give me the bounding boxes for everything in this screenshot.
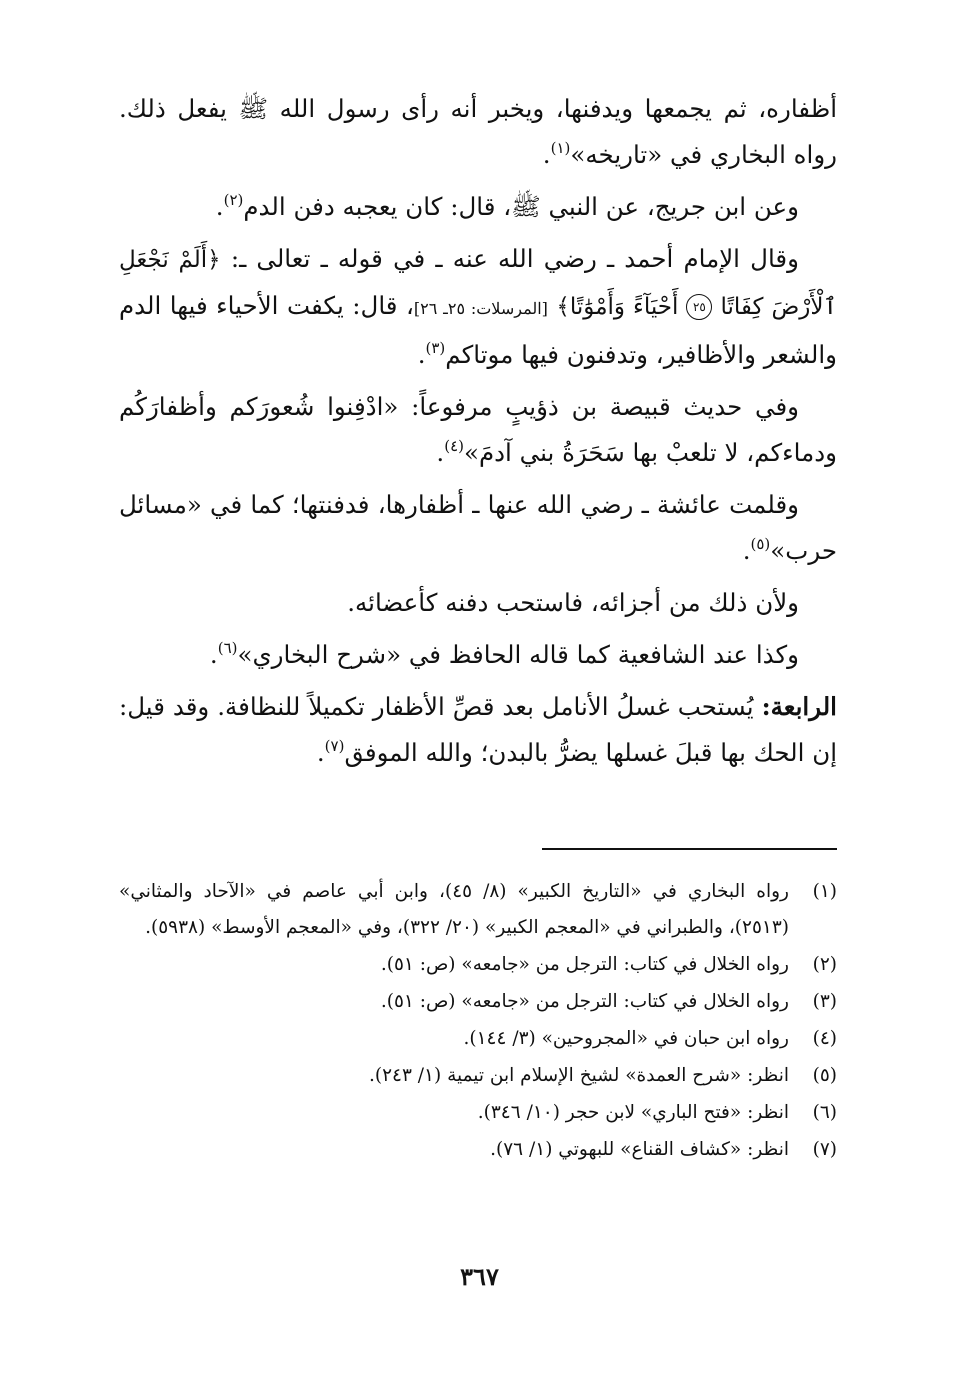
footnote-ref-2[interactable]: (٢): [223, 191, 244, 209]
footnote-number: (٢): [812, 954, 837, 975]
paragraph-1: أظفاره، ثم يجمعها ويدفنها، ويخبر أنه رأى رسول الله ﷺ يفعل ذلك. رواه البخاري في «تاريخه»$^{(١)}$.: [119, 94, 837, 169]
footnote-item: [119, 1095, 837, 1131]
quran-verse: ﴿أَلَمْ نَجْعَلِ ٱلْأَرْضَ كِفَاتًا ٢٥ أَحْيَآءً وَأَمْوَٰتًا﴾: [119, 247, 838, 320]
footnote-ref-3[interactable]: (٣): [425, 339, 446, 357]
footnote-item: [119, 1021, 837, 1057]
paragraph-2: وعن ابن جريج، عن النبي ﷺ، قال: كان يعجبه دفن الدم$^{(٢)}$.: [215, 191, 799, 221]
footnote-number: (٧): [812, 1139, 837, 1160]
paragraph-6: ولأن ذلك من أجزائه، فاستحب دفنه كأعضائه.: [347, 588, 799, 617]
footnote-number: (٤): [812, 1028, 837, 1049]
paragraph-3: وقال الإمام أحمد ـ رضي الله عنه ـ في قوله ـ تعالى ـ: ﴿أَلَمْ نَجْعَلِ ٱلْأَرْضَ كِفَاتًا ٢٥ أَحْيَآءً وَأَمْوَٰتًا﴾ [المرسلات: ٢٥ـ ٢٦]، قال: يكفت الأحياء فيها الدم والشعر والأظافير، وتدفنون فيها موتاكم$^{(٣)}$.: [119, 244, 838, 369]
footnote-text: انظر: «كشاف القناع» للبهوتي (١/ ٧٦).: [490, 1139, 789, 1160]
footnote-number: (٣): [812, 991, 837, 1012]
footnote-text: انظر: «فتح الباري» لابن حجر (١٠/ ٣٤٦).: [477, 1102, 789, 1123]
footnote-item: [119, 1132, 837, 1168]
footnote-item: [119, 984, 837, 1020]
paragraph-7: وكذا عند الشافعية كما قاله الحافظ في «شرح البخاري»$^{(٦)}$.: [209, 639, 799, 669]
ayah-number-mark: ٢٥: [686, 294, 712, 320]
footnote-divider: [542, 848, 837, 850]
footnote-item: [119, 947, 837, 983]
paragraph-4: وفي حديث قبيصة بن ذؤيبٍ مرفوعاً: «ادْفِنوا شُعورَكم وأظفارَكُم ودماءكم، لا تلعبْ بها سَحَرَةُ بني آدمَ»$^{(٤)}$.: [119, 392, 837, 467]
footnote-number: (٥): [812, 1065, 837, 1086]
footnote-text: رواه ابن حبان في «المجروحين» (٣/ ١٤٤).: [463, 1028, 789, 1049]
paragraph-8: الرابعة: يُستحب غسلُ الأنامل بعد قصِّ الأظفار تكميلاً للنظافة. وقد قيل: إن الحك بها قبلَ غسلها يضرُّ بالبدن؛ والله الموفق$^{(٧)}$.: [119, 692, 837, 767]
footnote-text: رواه البخاري في «التاريخ الكبير» (٨/ ٤٥)، وابن أبي عاصم في «الآحاد والمثاني» (٢٥١٣)، والطبراني في «المعجم الكبير» (٢٠/ ٣٢٢)، وفي «المعجم الأوسط» (٥٩٣٨).: [119, 881, 789, 938]
page-number: ٣٦٧: [460, 1262, 499, 1291]
footnote-text: رواه الخلال في كتاب: الترجل من «جامعه» (ص: ٥١).: [380, 954, 789, 975]
footnote-ref-7[interactable]: (٧): [324, 737, 345, 755]
footnote-number: (١): [812, 881, 837, 902]
footnote-number: (٦): [812, 1102, 837, 1123]
footnote-ref-5[interactable]: (٥): [750, 535, 771, 553]
quran-reference: [المرسلات: ٢٥ـ ٢٦]: [413, 299, 548, 318]
main-text: [119, 86, 837, 776]
paragraph-5: وقلمت عائشة ـ رضي الله عنها ـ أظفارها، فدفنتها؛ كما في «مسائل حرب»$^{(٥)}$.: [119, 490, 837, 565]
footnotes: [119, 874, 837, 1169]
footnote-ref-1[interactable]: (١): [550, 139, 571, 157]
footnote-ref-6[interactable]: (٦): [217, 639, 238, 657]
footnote-text: رواه الخلال في كتاب: الترجل من «جامعه» (ص: ٥١).: [380, 991, 789, 1012]
footnote-item: [119, 874, 837, 946]
footnote-text: انظر: «شرح العمدة» لشيخ الإسلام ابن تيمية (١/ ٢٤٣).: [368, 1065, 789, 1086]
footnote-item: [119, 1058, 837, 1094]
footnote-ref-4[interactable]: (٤): [444, 437, 464, 455]
section-label: الرابعة:: [761, 692, 837, 721]
